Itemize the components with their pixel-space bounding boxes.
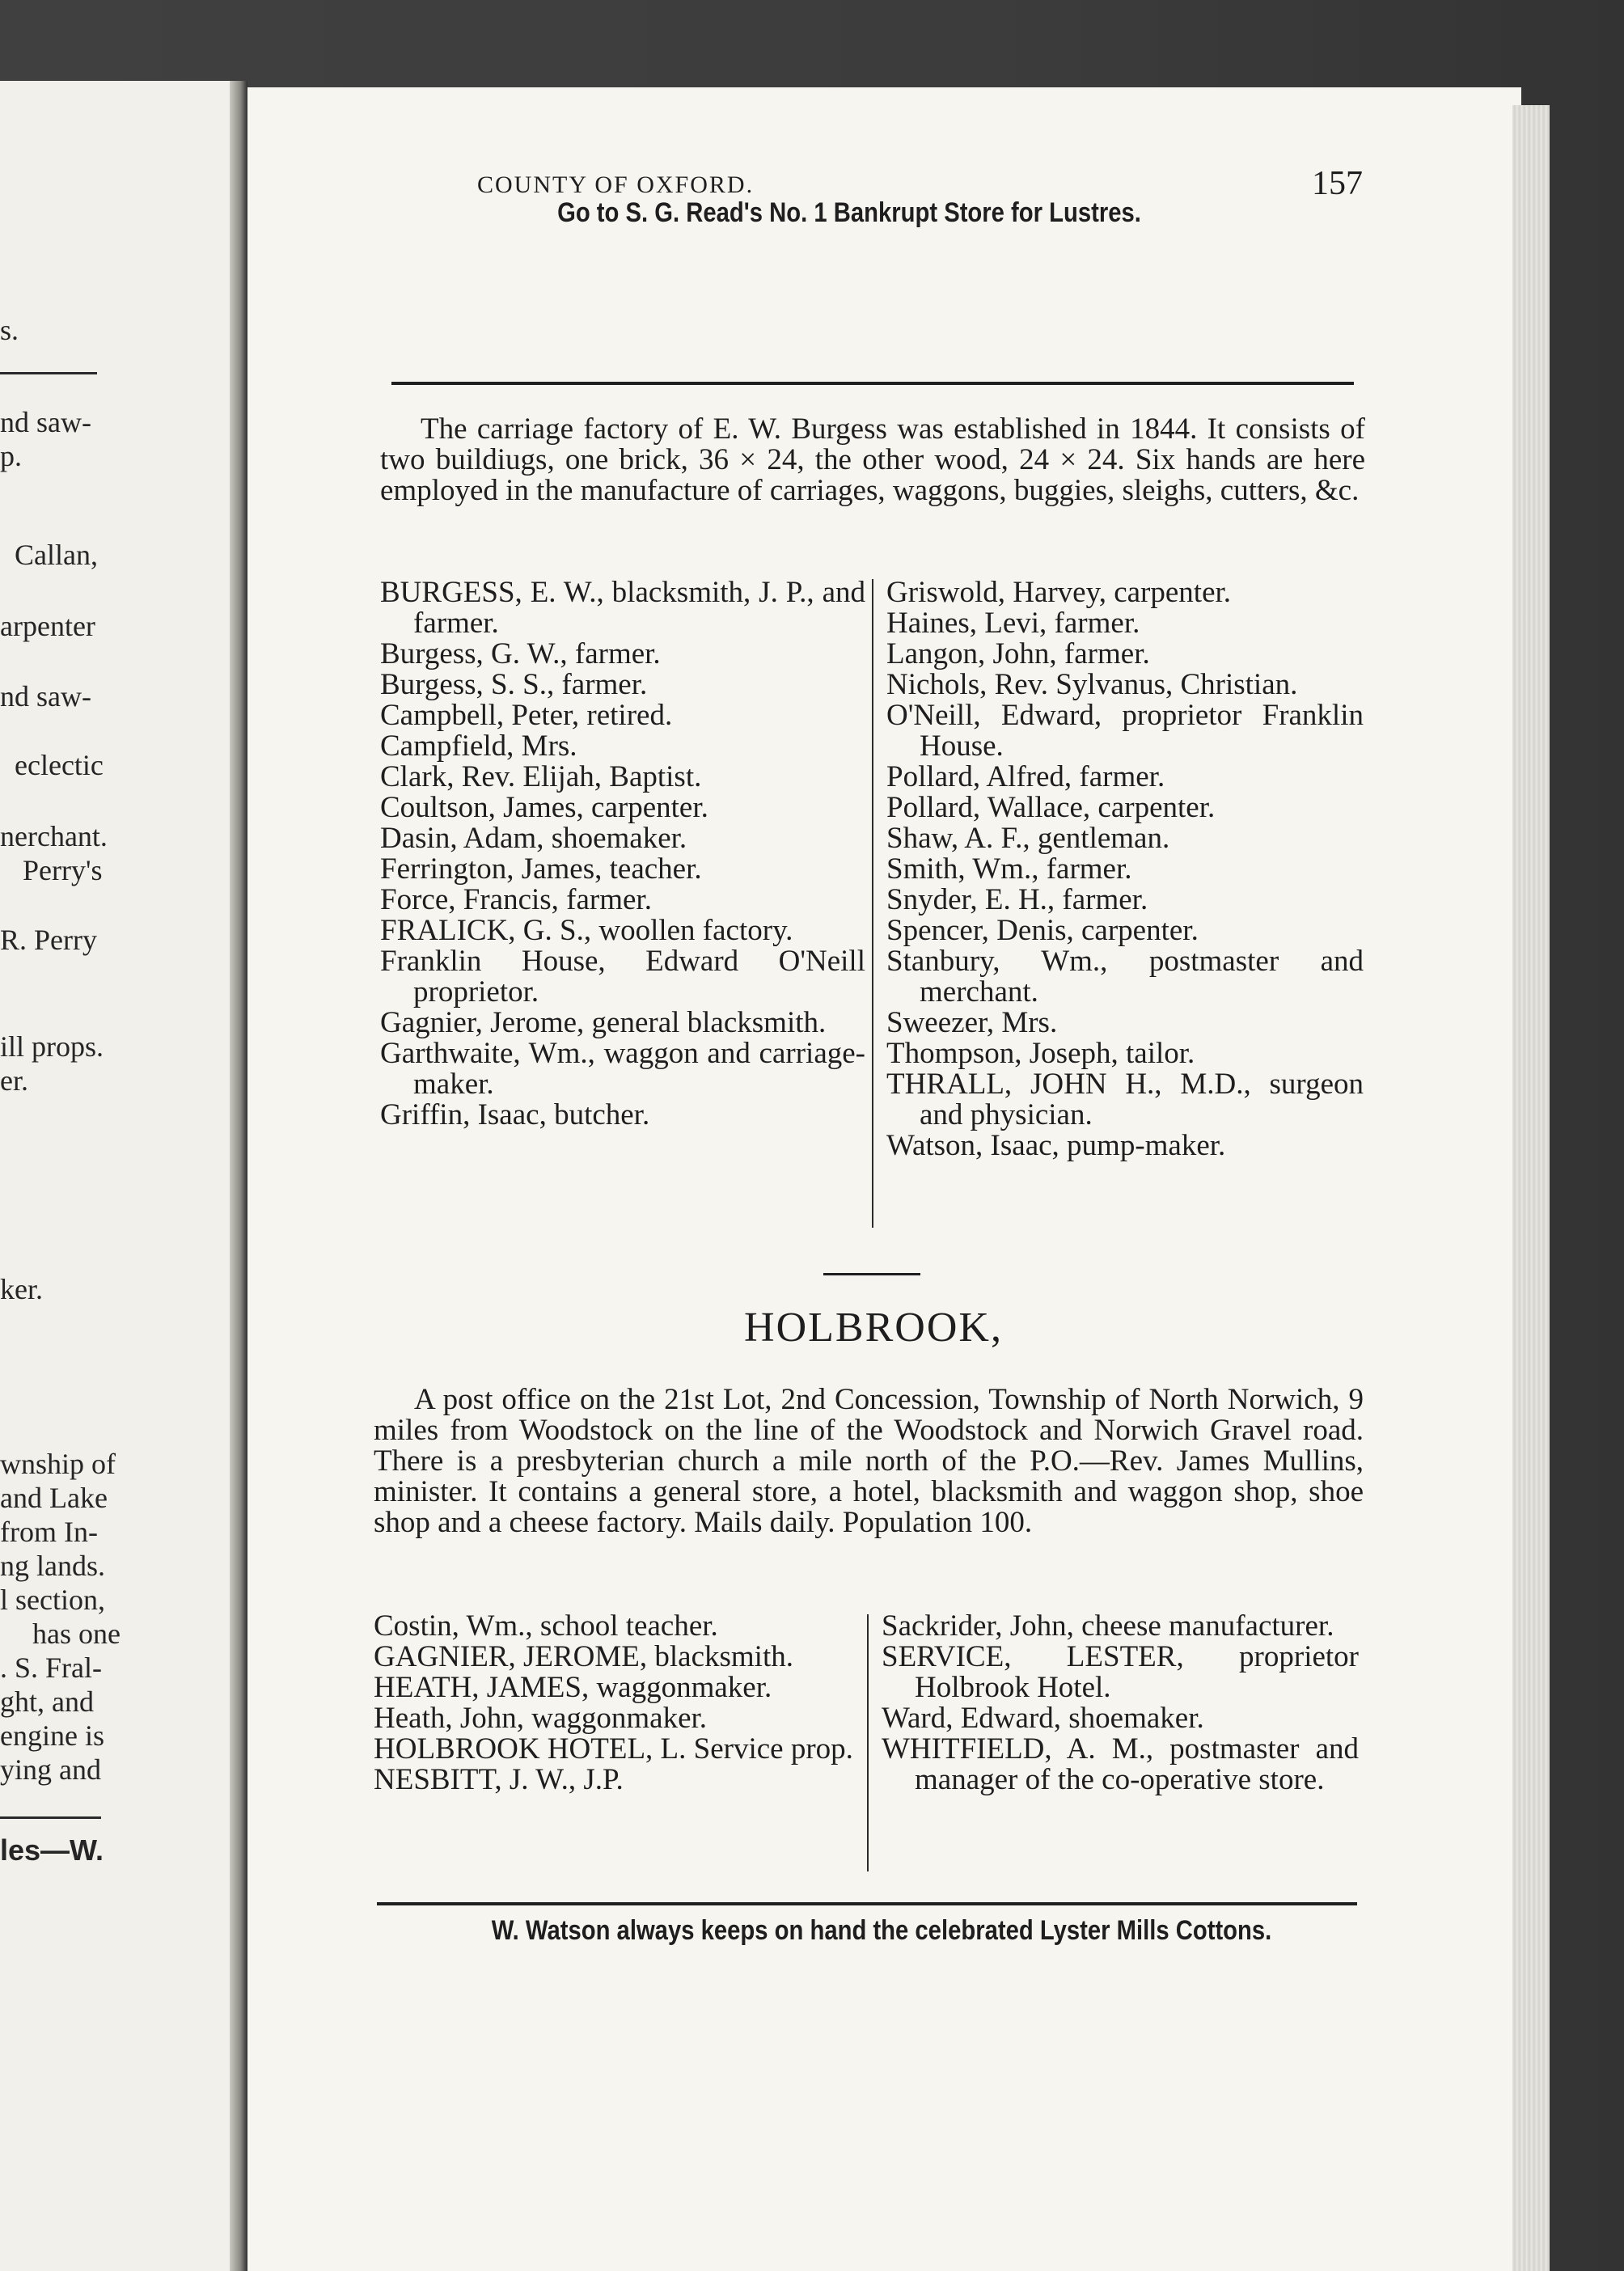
left-facing-page [0,81,235,2271]
column-divider [872,579,873,1228]
left-page-rule [0,1816,101,1819]
directory-entry: Ferrington, James, teacher. [380,852,702,886]
directory-entry: Snyder, E. H., farmer. [886,883,1148,916]
directory-entry: Pollard, Alfred, farmer. [886,760,1165,793]
directory-entry: Burgess, G. W., farmer. [380,637,661,670]
burgess-intro-paragraph: The carriage factory of E. W. Burgess was established in 1844. It consists of two buildiugs, one brick, 36 × 24, the other wood, 24 × 24. Six hands are here employed in the manufacture of carriages, waggons, buggies, sleighs, cutters, &c. [380,412,1365,507]
directory-entry: Nichols, Rev. Sylvanus, Christian. [886,668,1298,701]
holbrook-description: A post office on the 21st Lot, 2nd Concession, Township of North Norwich, 9 miles from Woodstock on the line of the Woodstock and Norwich Gravel road. There is a presbyterian church a mile north of the P.O.—Rev. James Mullins, minister. It contains a general store, a hotel, blacksmith and waggon shop, shoe shop and a cheese factory. Mails daily. Population 100. [374,1383,1364,1539]
burgess-directory-left-column [380,577,865,1131]
footer-rule [377,1902,1357,1905]
directory-entry: SERVICE, LESTER, proprietor Holbrook Hotel. [882,1640,1359,1704]
left-page-fragment: ng lands. [0,1550,105,1582]
left-page-fragment: from In- [0,1516,98,1548]
left-page-fragment: er. [0,1064,28,1097]
directory-entry: Force, Francis, farmer. [380,883,652,916]
header-rule [391,382,1354,385]
directory-entry: HEATH, JAMES, waggonmaker. [374,1671,772,1704]
page-number: 157 [1312,165,1363,202]
directory-entry: Heath, John, waggonmaker. [374,1702,708,1735]
holbrook-directory-right-column [882,1611,1359,1795]
directory-entry: Griffin, Isaac, butcher. [380,1098,650,1131]
left-page-fragment: wnship of [0,1448,116,1480]
book-gutter [230,81,247,2271]
bottom-advertisement: W. Watson always keeps on hand the celebrated Lyster Mills Cottons. [491,1915,1272,1946]
section-separator-rule [823,1273,920,1275]
directory-entry: Campbell, Peter, retired. [380,699,673,732]
directory-entry: Sweezer, Mrs. [886,1006,1058,1039]
directory-entry: NESBITT, J. W., J.P. [374,1763,624,1796]
left-page-fragment: ying and [0,1753,101,1786]
left-page-fragment: R. Perry [0,924,97,956]
left-page-fragment: eclectic [15,749,104,781]
left-page-fragment: les—W. [0,1833,104,1867]
left-page-fragment: nd saw- [0,406,91,438]
directory-entry: Stanbury, Wm., postmaster and merchant. [886,945,1364,1009]
left-page-fragment: . S. Fral- [0,1651,102,1684]
left-page-fragment: arpenter [0,610,95,642]
directory-entry: Garthwaite, Wm., waggon and carriage-maker. [380,1037,865,1101]
directory-entry: Clark, Rev. Elijah, Baptist. [380,760,702,793]
left-page-fragment: ill props. [0,1030,104,1063]
holbrook-directory-left-column [374,1611,862,1795]
directory-entry: Thompson, Joseph, tailor. [886,1037,1195,1070]
left-page-fragment: Perry's [23,854,103,886]
left-page-fragment: s. [0,314,19,346]
left-page-fragment: l section, [0,1584,105,1616]
burgess-directory-right-column [886,577,1364,1161]
directory-entry: THRALL, JOHN H., M.D., surgeon and physician. [886,1068,1364,1131]
column-divider [867,1614,869,1871]
directory-entry: Haines, Levi, farmer. [886,607,1140,640]
directory-entry: Watson, Isaac, pump-maker. [886,1129,1226,1162]
left-page-fragment: ker. [0,1273,43,1305]
directory-entry: Ward, Edward, shoemaker. [882,1702,1204,1735]
directory-entry: Pollard, Wallace, carpenter. [886,791,1216,824]
running-head: COUNTY OF OXFORD. [477,171,755,198]
directory-entry: Spencer, Denis, carpenter. [886,914,1199,947]
section-title: HOLBROOK, [744,1305,1003,1351]
directory-entry: Coultson, James, carpenter. [380,791,708,824]
directory-entry: BURGESS, E. W., blacksmith, J. P., and farmer. [380,576,865,640]
left-page-fragment: engine is [0,1719,104,1752]
top-advertisement: Go to S. G. Read's No. 1 Bankrupt Store for Lustres. [557,197,1141,228]
left-page-fragment: has one [32,1618,121,1650]
left-page-fragment: nerchant. [0,820,108,852]
directory-entry: Sackrider, John, cheese manufacturer. [882,1609,1334,1643]
directory-entry: Gagnier, Jerome, general blacksmith. [380,1006,827,1039]
left-page-fragment: p. [0,440,22,472]
directory-entry: O'Neill, Edward, proprietor Franklin House. [886,699,1364,763]
left-page-fragment: ght, and [0,1685,94,1718]
left-page-fragment: Callan, [15,539,98,571]
page-edges [1512,105,1550,2271]
directory-entry: HOLBROOK HOTEL, L. Service prop. [374,1732,853,1766]
directory-entry: WHITFIELD, A. M., postmaster and manager of the co-operative store. [882,1732,1359,1796]
directory-entry: Campfield, Mrs. [380,730,577,763]
directory-entry: Costin, Wm., school teacher. [374,1609,718,1643]
left-page-rule [0,372,97,374]
directory-entry: FRALICK, G. S., woollen factory. [380,914,793,947]
directory-entry: Dasin, Adam, shoemaker. [380,822,687,855]
left-page-fragment: nd saw- [0,680,91,713]
left-page-fragment: and Lake [0,1482,108,1514]
directory-entry: GAGNIER, JEROME, blacksmith. [374,1640,793,1673]
directory-entry: Langon, John, farmer. [886,637,1150,670]
directory-entry: Burgess, S. S., farmer. [380,668,648,701]
directory-entry: Franklin House, Edward O'Neill proprietor. [380,945,865,1009]
directory-entry: Smith, Wm., farmer. [886,852,1132,886]
directory-entry: Griswold, Harvey, carpenter. [886,576,1232,609]
directory-entry: Shaw, A. F., gentleman. [886,822,1170,855]
